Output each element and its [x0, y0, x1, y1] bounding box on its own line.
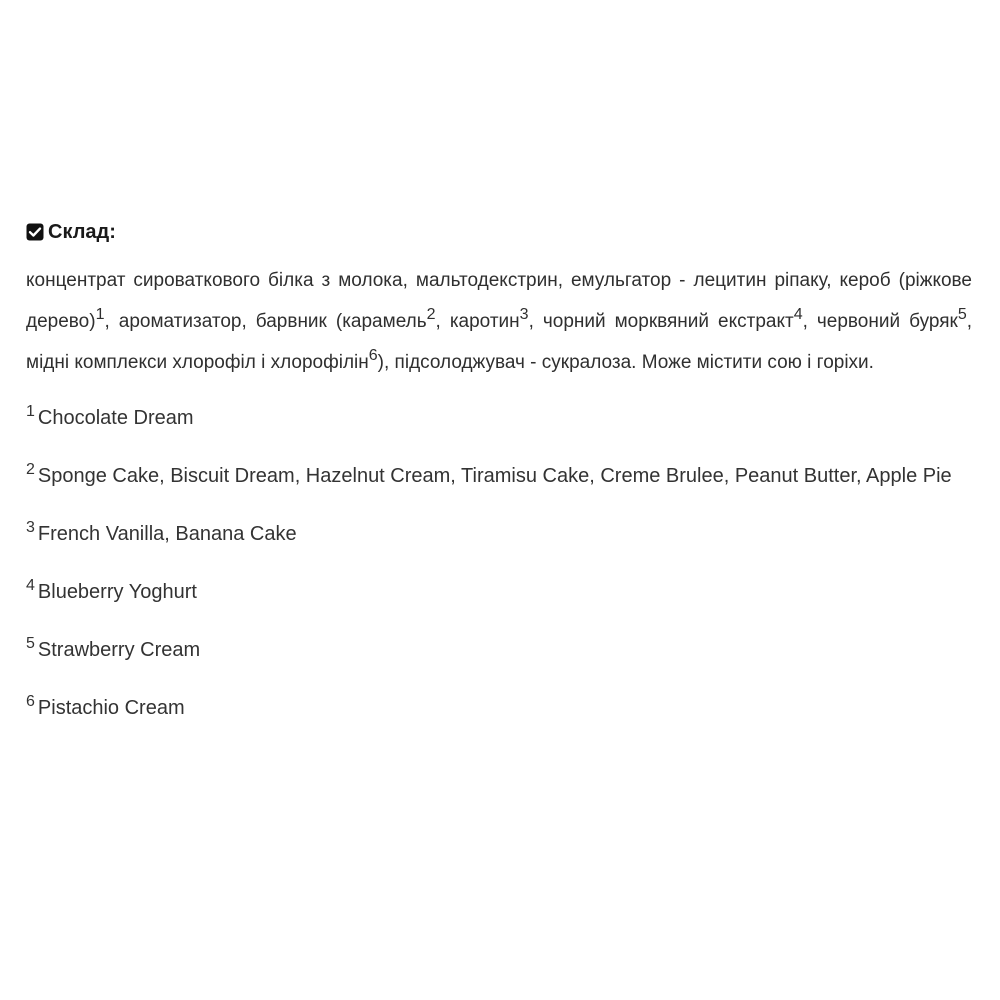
footnote-text: French Vanilla, Banana Cake	[37, 523, 297, 545]
footnote-item	[26, 691, 972, 725]
footnote-mark: 4	[26, 577, 35, 594]
footnote-item	[26, 517, 972, 551]
footnote-ref: 1	[95, 306, 105, 323]
footnote-text: Sponge Cake, Biscuit Dream, Hazelnut Cream, Tiramisu Cake, Creme Brulee, Peanut Butter, Apple Pie	[37, 465, 952, 487]
footnotes-list	[26, 401, 972, 725]
footnote-item	[26, 575, 972, 609]
footnote-text: Strawberry Cream	[37, 639, 201, 661]
ingredients-part: , червоний буряк	[802, 311, 958, 332]
footnote-ref: 4	[793, 306, 803, 323]
footnote-ref: 5	[957, 306, 967, 323]
footnote-mark: 6	[26, 693, 35, 710]
ingredients-text	[26, 260, 972, 383]
footnote-ref: 6	[368, 347, 378, 364]
footnote-ref: 3	[519, 306, 529, 323]
ingredients-part: концентрат сироваткового білка з молока, мальтодекстрин, емульгатор - лецитин ріпаку, кероб (ріжкове дерево)	[26, 270, 972, 332]
composition-heading	[26, 218, 972, 246]
ingredients-part: , ароматизатор, барвник (карамель	[104, 311, 427, 332]
ingredients-part: , мідні комплекси хлорофіл і хлорофілін	[26, 311, 972, 373]
composition-section	[26, 218, 972, 749]
composition-heading-text: Склад:	[48, 220, 116, 243]
footnote-item	[26, 459, 972, 493]
ingredients-part: , каротин	[435, 311, 520, 332]
ingredients-part: , чорний морквяний екстракт	[528, 311, 794, 332]
footnote-mark: 1	[26, 403, 35, 420]
footnote-text: Blueberry Yoghurt	[37, 581, 197, 603]
footnote-mark: 2	[26, 461, 35, 478]
footnote-mark: 3	[26, 519, 35, 536]
footnote-ref: 2	[426, 306, 436, 323]
footnote-item	[26, 401, 972, 435]
footnote-text: Chocolate Dream	[37, 407, 194, 429]
footnote-mark: 5	[26, 635, 35, 652]
footnote-text: Pistachio Cream	[37, 697, 185, 719]
checkbox-checked-icon	[26, 223, 44, 241]
footnote-item	[26, 633, 972, 667]
ingredients-part: ), підсолоджувач - сукралоза. Може містити сою і горіхи.	[377, 352, 874, 373]
